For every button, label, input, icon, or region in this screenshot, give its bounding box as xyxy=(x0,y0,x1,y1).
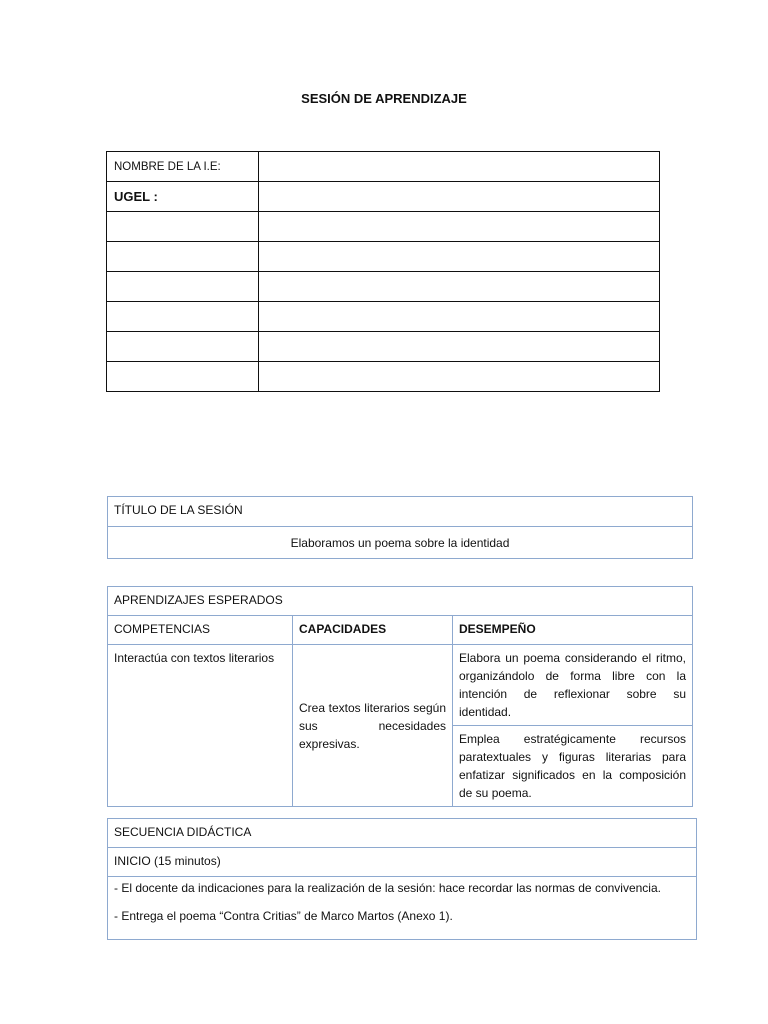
info-label xyxy=(107,332,259,362)
column-header-desempeno: DESEMPEÑO xyxy=(453,616,693,645)
session-title-value: Elaboramos un poema sobre la identidad xyxy=(108,527,693,559)
expected-learning-header: APRENDIZAJES ESPERADOS xyxy=(108,587,693,616)
table-row xyxy=(108,877,697,940)
info-label xyxy=(107,212,259,242)
info-value[interactable] xyxy=(259,332,660,362)
column-header-capacidades: CAPACIDADES xyxy=(293,616,453,645)
expected-learning-table xyxy=(107,586,693,807)
info-value-ugel[interactable] xyxy=(259,182,660,212)
table-row xyxy=(107,242,660,272)
table-row xyxy=(108,848,697,877)
info-value[interactable] xyxy=(259,212,660,242)
table-row xyxy=(108,527,693,559)
table-row xyxy=(107,332,660,362)
column-header-competencias: COMPETENCIAS xyxy=(108,616,293,645)
sequence-items xyxy=(108,877,697,940)
info-label-ugel: UGEL : xyxy=(107,182,259,212)
info-table xyxy=(106,151,660,392)
table-row xyxy=(107,362,660,392)
info-label-ie: NOMBRE DE LA I.E: xyxy=(107,152,259,182)
table-row xyxy=(108,497,693,527)
table-row xyxy=(107,152,660,182)
info-value[interactable] xyxy=(259,242,660,272)
table-row xyxy=(108,587,693,616)
info-value[interactable] xyxy=(259,272,660,302)
competencia-cell: Interactúa con textos literarios xyxy=(108,645,293,807)
desempeno-cell-2: Emplea estratégicamente recursos paratextuales y figuras literarias para enfatizar significados en la composición de su poema. xyxy=(453,726,693,807)
desempeno-cell-1: Elabora un poema considerando el ritmo, organizándolo de forma libre con la intención de reflexionar sobre su identidad. xyxy=(453,645,693,726)
capacidad-cell: Crea textos literarios según sus necesidades expresivas. xyxy=(293,645,453,807)
table-row xyxy=(108,645,693,726)
info-label xyxy=(107,362,259,392)
info-label xyxy=(107,302,259,332)
page-title: SESIÓN DE APRENDIZAJE xyxy=(301,91,467,106)
sequence-table xyxy=(107,818,697,940)
table-row xyxy=(107,302,660,332)
info-label xyxy=(107,242,259,272)
sequence-phase: INICIO (15 minutos) xyxy=(108,848,697,877)
sequence-header: SECUENCIA DIDÁCTICA xyxy=(108,819,697,848)
table-row xyxy=(107,212,660,242)
table-row xyxy=(108,616,693,645)
session-title-header: TÍTULO DE LA SESIÓN xyxy=(108,497,693,527)
table-row xyxy=(107,272,660,302)
session-title-table xyxy=(107,496,693,559)
sequence-item: - Entrega el poema “Contra Critias” de Marco Martos (Anexo 1). xyxy=(114,909,453,923)
table-row xyxy=(107,182,660,212)
info-value[interactable] xyxy=(259,302,660,332)
info-value-ie[interactable] xyxy=(259,152,660,182)
info-value[interactable] xyxy=(259,362,660,392)
sequence-item: - El docente da indicaciones para la realización de la sesión: hace recordar las normas de convivencia. xyxy=(114,881,661,895)
info-label xyxy=(107,272,259,302)
table-row xyxy=(108,819,697,848)
